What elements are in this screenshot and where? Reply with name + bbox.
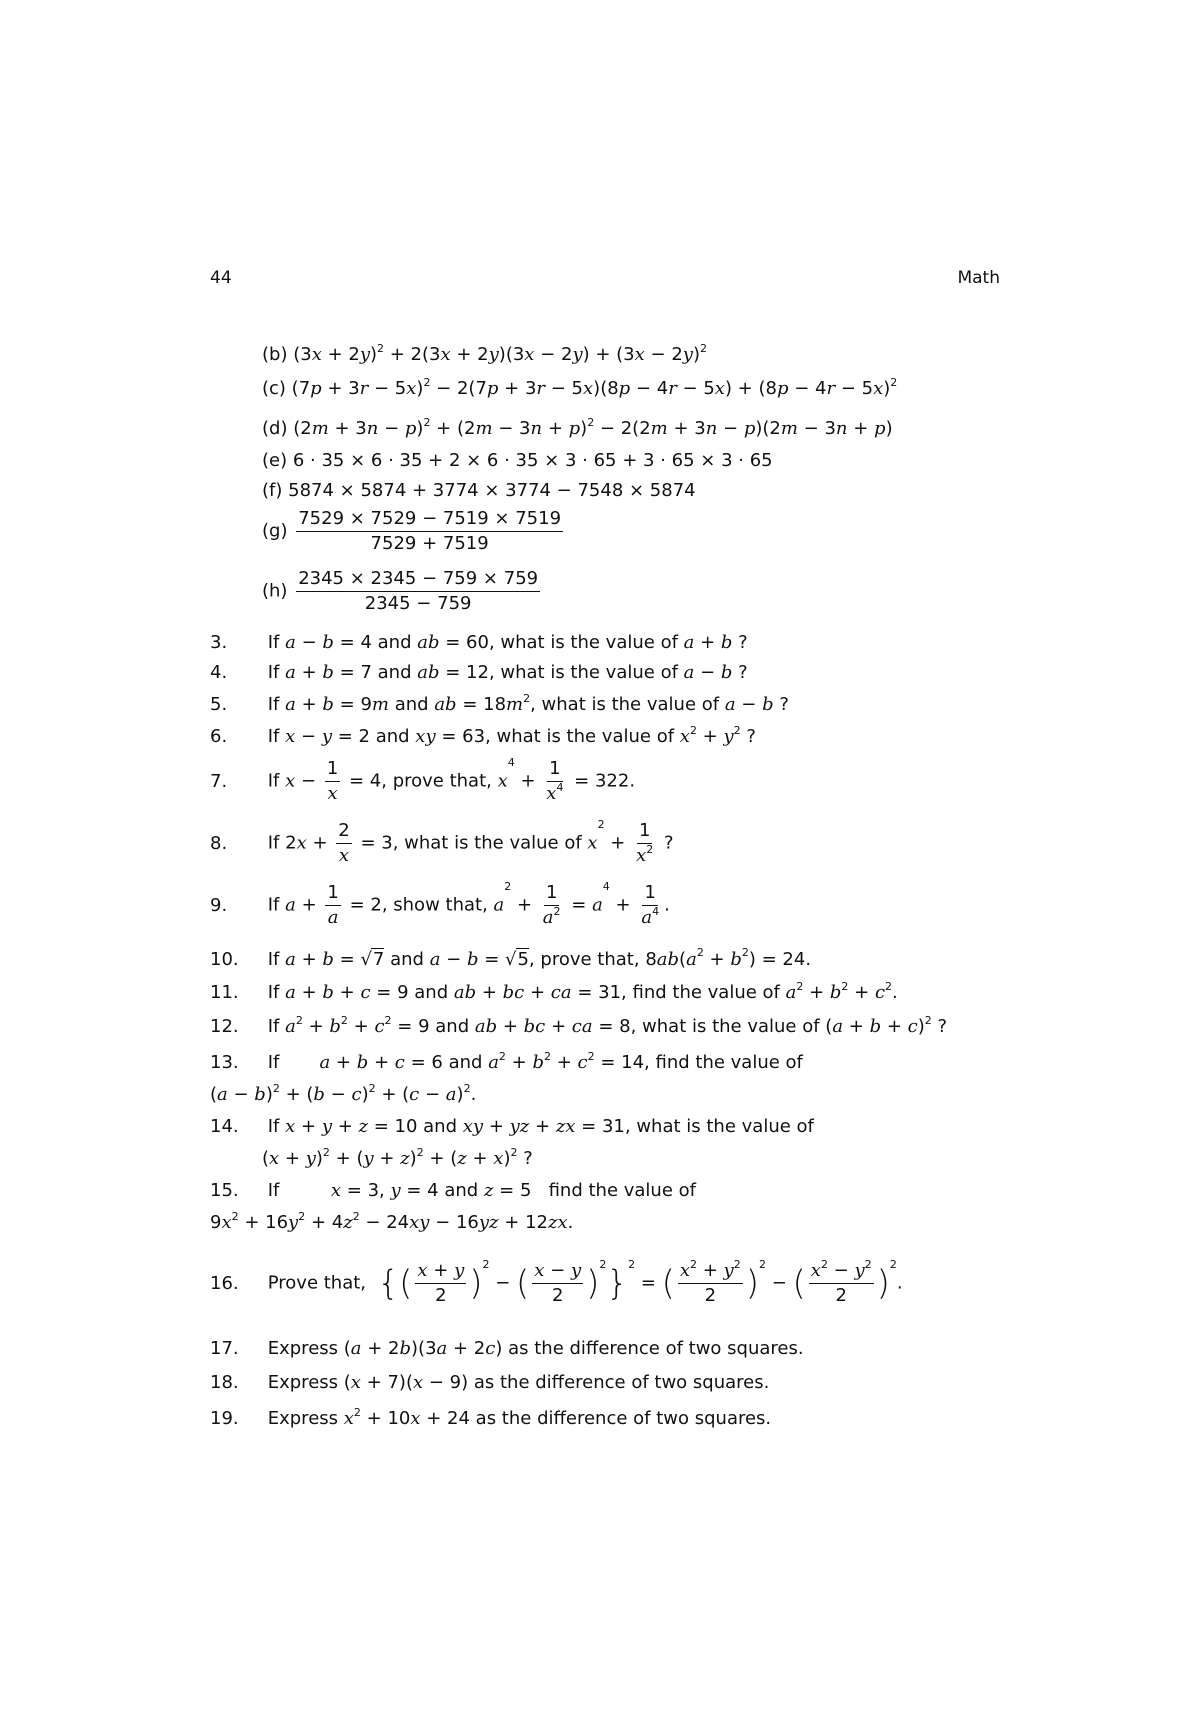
- question-12: 12. If $a^2 + b^2 + c^2 = 9$ and ab + bc + ca = 8, what is the value of $(a + b + c)^2$ ?: [210, 1014, 948, 1037]
- item-c: (c) $(7p + 3r - 5x)^2 - 2(7p + 3r - 5x)(8p - 4r - 5x) + (8p - 4r - 5x)^2$: [262, 376, 898, 399]
- question-15: 15. If x = 3, y = 4 and z = 5 find the value of: [210, 1180, 696, 1201]
- question-13-cont: $(a - b)^2 + (b - c)^2 + (c - a)^2$.: [210, 1082, 477, 1105]
- item-h: (h) $\frac{2345 \times 2345 - 759 \times 759}{2345 - 759}$: [262, 568, 539, 614]
- question-16: 16. Prove that, {( $\frac{x + y}{2}$ )$^2$ − ( $\frac{x - y}{2}$ )$^2$}$^2$ = ( $\frac{x^2 + y^2}{2}$ )$^2$ − ( $\frac{x^2 - y^2}{2}$ )$^2$.: [210, 1258, 903, 1306]
- question-3: 3. If a − b = 4 and ab = 60, what is the value of a + b ?: [210, 632, 748, 653]
- question-17: 17. Express (a + 2b)(3a + 2c) as the difference of two squares.: [210, 1338, 804, 1359]
- question-8: 8. If 2x + $\frac{2}{x}$ = 3, what is the value of $x^2$ + $\frac{1}{x^2}$ ?: [210, 818, 674, 866]
- item-f: (f) 5874 × 5874 + 3774 × 3774 − 7548 × 5874: [262, 480, 696, 501]
- question-19: 19. Express $x^2 + 10x + 24$ as the difference of two squares.: [210, 1406, 772, 1429]
- question-7: 7. If x − $\frac{1}{x}$ = 4, prove that, $x^4$ + $\frac{1}{x^4}$ = 322.: [210, 756, 636, 804]
- page-title: Math: [957, 268, 1000, 288]
- item-g: (g) $\frac{7529 \times 7529 - 7519 \times 7519}{7529 + 7519}$: [262, 508, 562, 554]
- question-13: 13. If a + b + c = 6 and $a^2 + b^2 + c^2 = 14$, find the value of: [210, 1050, 803, 1073]
- question-14-cont: $(x + y)^2 + (y + z)^2 + (z + x)^2$ ?: [262, 1146, 533, 1169]
- question-6: 6. If x − y = 2 and xy = 63, what is the value of $x^2 + y^2$ ?: [210, 724, 756, 747]
- fraction-h: $\frac{2345 \times 2345 - 759 \times 759}{2345 - 759}$: [298, 568, 539, 614]
- question-11: 11. If a + b + c = 9 and ab + bc + ca = 31, find the value of $a^2 + b^2 + c^2$.: [210, 980, 898, 1003]
- question-5: 5. If a + b = 9m and ab = $18m^2$, what is the value of a − b ?: [210, 692, 789, 715]
- question-9: 9. If a + $\frac{1}{a}$ = 2, show that, $a^2$ + $\frac{1}{a^2}$ = $a^4$ + $\frac{1}{a^4}$ .: [210, 880, 670, 928]
- question-10: 10. If a + b = √7 and a − b = √5, prove that, $8ab(a^2 + b^2) = 24$.: [210, 946, 812, 970]
- item-b: (b) $(3x + 2y)^2 + 2(3x + 2y)(3x - 2y) + (3x - 2y)^2$: [262, 342, 707, 365]
- fraction-g: $\frac{7529 \times 7529 - 7519 \times 7519}{7529 + 7519}$: [298, 508, 562, 554]
- page-number: 44: [210, 268, 232, 288]
- question-15-cont: $9x^2 + 16y^2 + 4z^2 - 24xy - 16yz + 12zx$.: [210, 1210, 574, 1233]
- question-18: 18. Express (x + 7)(x − 9) as the difference of two squares.: [210, 1372, 770, 1393]
- item-d: (d) $(2m + 3n - p)^2 + (2m - 3n + p)^2 - 2(2m + 3n - p)(2m - 3n + p)$: [262, 416, 893, 439]
- question-14: 14. If x + y + z = 10 and xy + yz + zx = 31, what is the value of: [210, 1116, 814, 1137]
- question-4: 4. If a + b = 7 and ab = 12, what is the value of a − b ?: [210, 662, 748, 683]
- item-e: (e) 6 · 35 × 6 · 35 + 2 × 6 · 35 × 3 · 65 + 3 · 65 × 3 · 65: [262, 450, 773, 471]
